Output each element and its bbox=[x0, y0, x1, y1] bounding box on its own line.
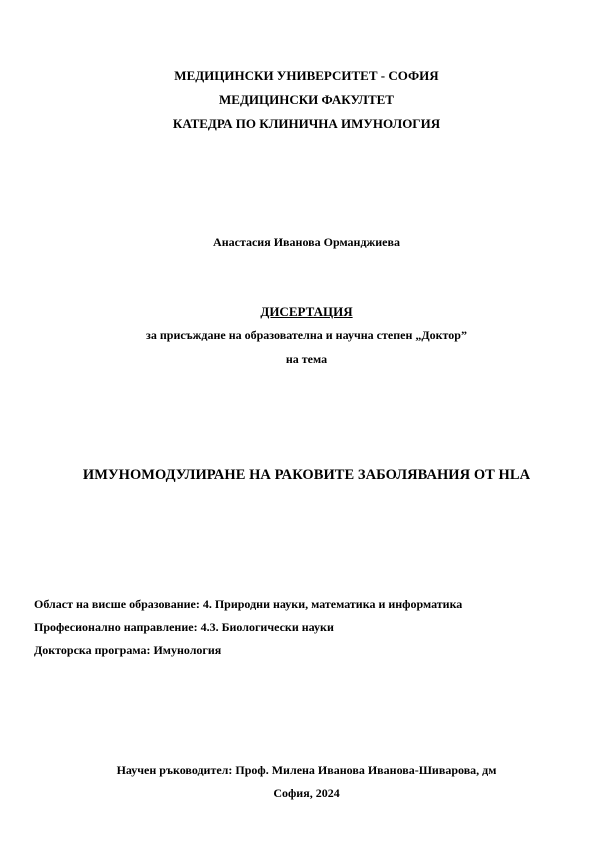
author-name: Анастасия Иванова Орманджиева bbox=[213, 235, 400, 249]
field-direction: Професионално направление: 4.3. Биологически науки bbox=[34, 620, 334, 634]
field-program: Докторска програма: Имунология bbox=[34, 643, 222, 657]
place-year: София, 2024 bbox=[273, 786, 340, 800]
degree-line: за присъждане на образователна и научна степен „Доктор” bbox=[146, 328, 467, 342]
department-name: КАТЕДРА ПО КЛИНИЧНА ИМУНОЛОГИЯ bbox=[172, 116, 441, 131]
dissertation-topic: ИМУНОМОДУЛИРАНЕ НА РАКОВИТЕ ЗАБОЛЯВАНИЯ ОТ HLA bbox=[82, 467, 531, 483]
dissertation-heading: ДИСЕРТАЦИЯ bbox=[260, 304, 353, 319]
field-area: Област на висше образование: 4. Природни науки, математика и информатика bbox=[34, 597, 463, 611]
supervisor-line: Научен ръководител: Проф. Милена Иванова Иванова-Шиварова, дм bbox=[116, 763, 497, 777]
topic-intro: на тема bbox=[285, 352, 328, 366]
university-name: МЕДИЦИНСКИ УНИВЕРСИТЕТ - СОФИЯ bbox=[174, 68, 439, 83]
faculty-name: МЕДИЦИНСКИ ФАКУЛТЕТ bbox=[219, 92, 394, 107]
